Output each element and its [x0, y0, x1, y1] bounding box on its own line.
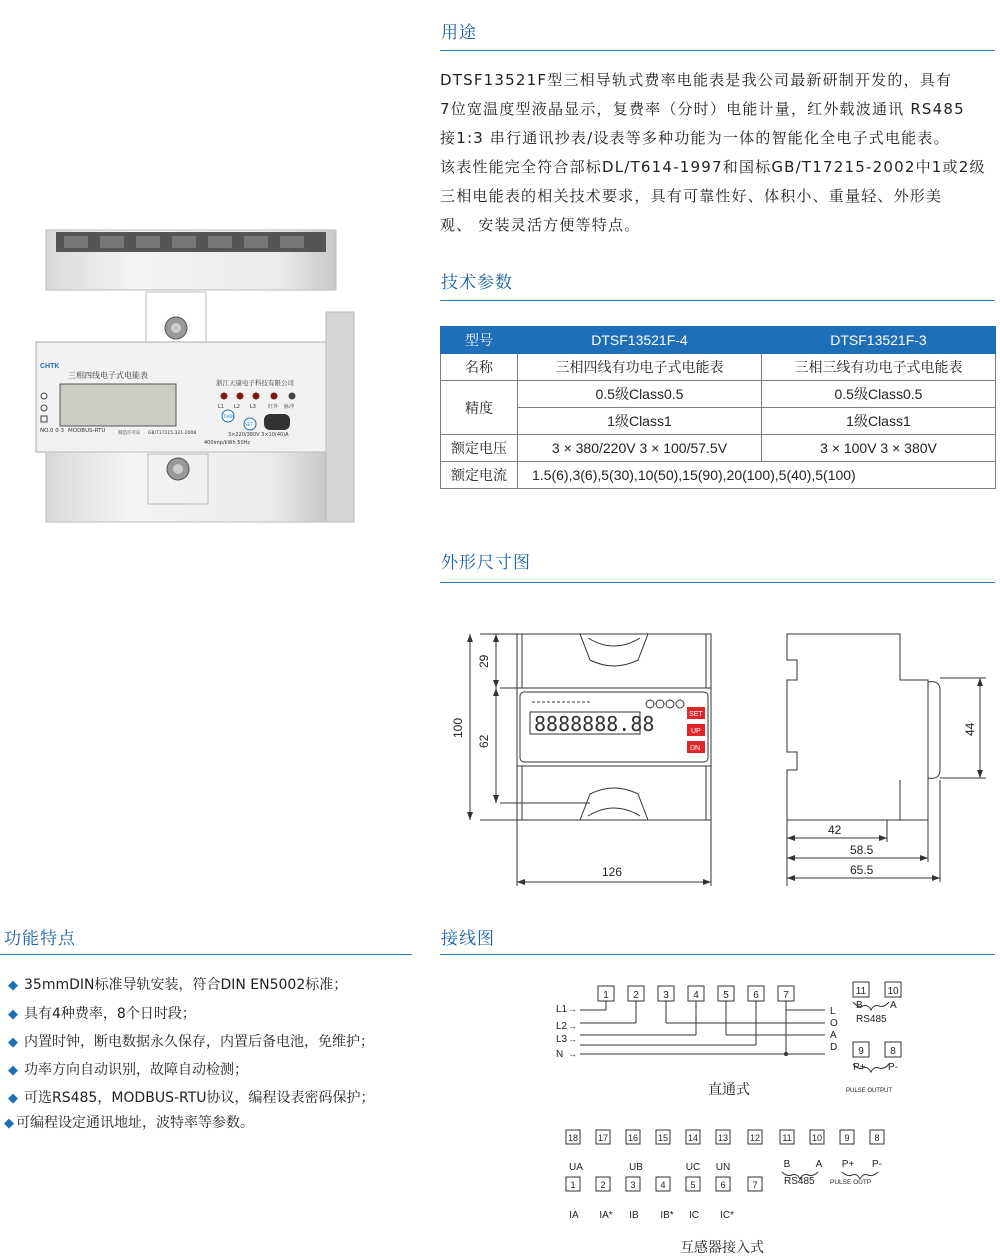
term-ct-top: 11: [782, 1133, 792, 1143]
ct-label-a: A: [815, 1159, 823, 1170]
meter-led-pulse: [289, 393, 296, 400]
term-ct-top: 9: [844, 1133, 850, 1143]
ct-rs485-label: RS485: [784, 1176, 815, 1187]
term-ct-bottom: 7: [752, 1180, 758, 1190]
wiring-direct-diagram: [540, 978, 920, 1103]
spec-row-voltage: [441, 435, 996, 462]
usage-line: 该表性能完全符合部标DL/T614-1997和国标GB/T17215-2002中1或2级: [440, 158, 986, 176]
term-ct-top: 18: [567, 1133, 579, 1143]
feature-text: 具有4种费率，8个日时段；: [24, 1006, 196, 1022]
dims-title: 外形尺寸图: [441, 553, 531, 573]
spec-header-model: 型号: [441, 327, 518, 354]
spec-voltage-f4: 3 × 380/220V 3 × 100/57.5V: [518, 435, 762, 462]
ct-label-ib-star: IB*: [660, 1210, 674, 1221]
term-ct-top: 8: [874, 1133, 880, 1143]
term-pulse: 9: [858, 1046, 864, 1057]
spec-name-f3: 三相三线有功电子式电能表: [761, 354, 995, 381]
ct-label-ua: UA: [569, 1162, 583, 1173]
diamond-bullet-icon: ◆: [8, 1063, 18, 1078]
usage-line: 7位宽温度型液晶显示，复费率（分时）电能计量，红外载波通讯 RS485: [440, 100, 965, 118]
meter-label-l2: L2: [234, 404, 240, 410]
spec-header-row: [441, 327, 996, 354]
meter-led-l2: [237, 393, 244, 400]
pulse-output-label: PULSE OUTPUT: [846, 1088, 893, 1094]
term-direct: 7: [783, 990, 789, 1001]
ct-label-pminus: P-: [872, 1159, 882, 1170]
diamond-bullet-icon: ◆: [8, 1091, 18, 1106]
ct-label-ic: IC: [689, 1210, 699, 1221]
feature-text: 功率方向自动识别，故障自动检测；: [24, 1062, 248, 1078]
line-out: D: [830, 1042, 838, 1053]
term-ct-bottom: 4: [660, 1180, 666, 1190]
svg-text:→: →: [568, 1049, 577, 1059]
term-ct-bottom: 1: [570, 1180, 576, 1190]
feature-item: [8, 974, 347, 994]
meter-label-l1: L1: [218, 404, 224, 410]
meter-company: 浙江天康电子科技有限公司: [216, 379, 294, 387]
usage-rule: [440, 50, 995, 51]
spec-header-f3: DTSF13521F-3: [761, 327, 995, 354]
rs485-label: RS485: [856, 1014, 887, 1025]
spec-row-current: [441, 462, 996, 489]
dims-rule: [440, 582, 995, 583]
line-out: O: [830, 1018, 838, 1029]
usage-line: DTSF13521F型三相导轨式费率电能表是我公司最新研制开发的，具有: [440, 71, 953, 89]
usage-paragraph: [440, 66, 996, 240]
spec-table: [440, 326, 996, 489]
meter-rating: 3×220/380V 3×10(40)A: [228, 432, 289, 438]
dim-65: 65.5: [850, 863, 874, 877]
dim-58: 58.5: [850, 843, 874, 857]
term-direct: 1: [603, 990, 609, 1001]
meter-title: 三相四线电子式电能表: [68, 371, 148, 380]
term-direct: 2: [633, 990, 639, 1001]
meter-brand: CHTK: [40, 363, 60, 370]
meter-label-l3: L3: [250, 404, 256, 410]
spec-current: 1.5(6),3(6),5(30),10(50),15(90),20(100),5(40),5(100): [518, 462, 996, 489]
feature-item: [8, 1031, 374, 1051]
meter-led-l3: [253, 393, 260, 400]
pulse-minus: P-: [888, 1062, 898, 1073]
features-title: 功能特点: [4, 929, 76, 949]
term-ct-top: 10: [811, 1133, 823, 1143]
feature-item: [8, 1003, 196, 1023]
feature-item: [4, 1112, 254, 1132]
meter-cert: 制造许可证: [118, 431, 141, 436]
rs485-a: A: [890, 1000, 897, 1011]
feature-text: 35mmDIN标准导轨安装，符合DIN EN5002标准；: [24, 977, 348, 993]
spec-header-f4: DTSF13521F-4: [518, 327, 762, 354]
dim-44: 44: [963, 722, 977, 736]
meter-turn-label: TURN: [223, 414, 235, 419]
spec-row-name: [441, 354, 996, 381]
term-ct-top: 16: [627, 1133, 639, 1143]
svg-text:→: →: [568, 1004, 577, 1014]
term-ct-top: 14: [687, 1133, 699, 1143]
meter-const: 400imp/kWh 50Hz: [204, 440, 251, 446]
meter-no: NO.0 0 3: [40, 428, 64, 434]
dim-62: 62: [477, 734, 491, 748]
line-out: L: [830, 1006, 836, 1017]
wiring-rule: [440, 954, 995, 955]
spec-acc-a-f4: 0.5级Class0.5: [518, 381, 762, 408]
usage-line: 接1:3 串行通讯抄表/设表等多种功能为一体的智能化全电子式电能表。: [440, 129, 950, 147]
front-dn-label: DN: [690, 745, 701, 752]
diamond-bullet-icon: ◆: [8, 978, 18, 993]
diamond-bullet-icon: ◆: [8, 1035, 18, 1050]
ct-label-ic-star: IC*: [720, 1210, 734, 1221]
meter-label-pulse: 脉冲: [284, 404, 295, 410]
term-direct: 6: [753, 990, 759, 1001]
meter-protocol: MODBUS-RTU: [68, 428, 106, 434]
spec-voltage-f3: 3 × 100V 3 × 380V: [761, 435, 995, 462]
svg-text:→: →: [568, 1021, 577, 1031]
spec-acc-b-f3: 1级Class1: [761, 408, 995, 435]
feature-item: [8, 1059, 248, 1079]
ct-label-ia: IA: [569, 1210, 579, 1221]
meter-photo: [28, 222, 358, 532]
tech-rule: [440, 300, 995, 301]
spec-row-accuracy-b: [441, 408, 996, 435]
wiring-ct-diagram: [540, 1122, 920, 1259]
wiring-ct-caption: 互感器接入式: [680, 1239, 764, 1255]
term-direct: 3: [663, 990, 669, 1001]
ct-pulse-label: PULSE OUTP: [830, 1179, 872, 1186]
term-rs485: 10: [887, 986, 899, 997]
line-in: L3: [556, 1034, 568, 1045]
pulse-plus: P+: [853, 1062, 866, 1073]
usage-line: 观、 安装灵活方便等特点。: [440, 216, 641, 234]
spec-acc-a-f3: 0.5级Class0.5: [761, 381, 995, 408]
spec-label-voltage: 额定电压: [441, 435, 518, 462]
line-in: L2: [556, 1021, 568, 1032]
spec-name-f4: 三相四线有功电子式电能表: [518, 354, 762, 381]
meter-lcd: [60, 384, 176, 426]
wiring-title: 接线图: [441, 929, 495, 949]
spec-row-accuracy-a: [441, 381, 996, 408]
term-ct-top: 12: [749, 1133, 761, 1143]
meter-side: [326, 312, 354, 522]
dimension-drawing: [440, 620, 1000, 895]
ct-label-pplus: P+: [841, 1159, 855, 1170]
dim-29: 29: [477, 654, 491, 668]
ct-label-un: UN: [715, 1162, 731, 1173]
tech-title: 技术参数: [441, 273, 513, 293]
line-in: L1: [556, 1004, 568, 1015]
term-ct-bottom: 6: [720, 1180, 726, 1190]
spec-label-accuracy: 精度: [441, 381, 518, 435]
term-direct: 5: [723, 990, 729, 1001]
meter-led-l1: [221, 393, 228, 400]
term-ct-top: 17: [597, 1133, 609, 1143]
wiring-direct-caption: 直通式: [708, 1081, 750, 1097]
meter-led-ir: [271, 393, 278, 400]
term-ct-bottom: 5: [690, 1180, 696, 1190]
dim-100: 100: [451, 717, 465, 738]
term-ct-bottom: 2: [600, 1180, 606, 1190]
spec-label-name: 名称: [441, 354, 518, 381]
front-lcd-digits: 8888888.88: [534, 712, 655, 736]
meter-set-label: SET: [245, 422, 253, 427]
line-in: N: [556, 1049, 564, 1060]
term-ct-top: 15: [657, 1133, 669, 1143]
term-ct-top: 13: [717, 1133, 729, 1143]
meter-std: GB/T17215.321-2008: [148, 431, 197, 436]
front-set-label: SET: [689, 711, 703, 718]
diamond-bullet-icon: ◆: [4, 1116, 14, 1131]
front-up-label: UP: [691, 728, 701, 735]
feature-item: [8, 1087, 375, 1107]
feature-text: 可选RS485，MODBUS-RTU协议，编程设表密码保护；: [24, 1090, 375, 1106]
ct-label-b: B: [783, 1159, 791, 1170]
term-rs485: 11: [855, 986, 867, 997]
usage-title: 用途: [441, 23, 477, 43]
meter-label-ir: 红外: [268, 404, 279, 410]
features-rule: [0, 954, 412, 955]
ct-label-ia-star: IA*: [599, 1210, 613, 1221]
term-pulse: 8: [890, 1046, 896, 1057]
dim-42: 42: [828, 823, 842, 837]
ct-label-ub: UB: [629, 1162, 643, 1173]
term-direct: 4: [693, 990, 699, 1001]
line-out: A: [830, 1030, 837, 1041]
feature-text: 可编程设定通讯地址，波特率等参数。: [16, 1115, 254, 1131]
svg-text:→: →: [568, 1034, 577, 1044]
term-ct-bottom: 3: [630, 1180, 636, 1190]
spec-label-current: 额定电流: [441, 462, 518, 489]
ct-label-uc: UC: [685, 1162, 701, 1173]
usage-line: 三相电能表的相关技术要求，具有可靠性好、体积小、重量轻、外形美: [440, 187, 943, 205]
dim-126: 126: [602, 865, 623, 879]
rs485-b: B: [856, 1000, 863, 1011]
meter-ir-window: [264, 414, 290, 430]
diamond-bullet-icon: ◆: [8, 1007, 18, 1022]
ct-label-ib: IB: [629, 1210, 639, 1221]
side-view-outline: [787, 634, 928, 820]
spec-acc-b-f4: 1级Class1: [518, 408, 762, 435]
feature-text: 内置时钟，断电数据永久保存，内置后备电池，免维护；: [24, 1034, 374, 1050]
